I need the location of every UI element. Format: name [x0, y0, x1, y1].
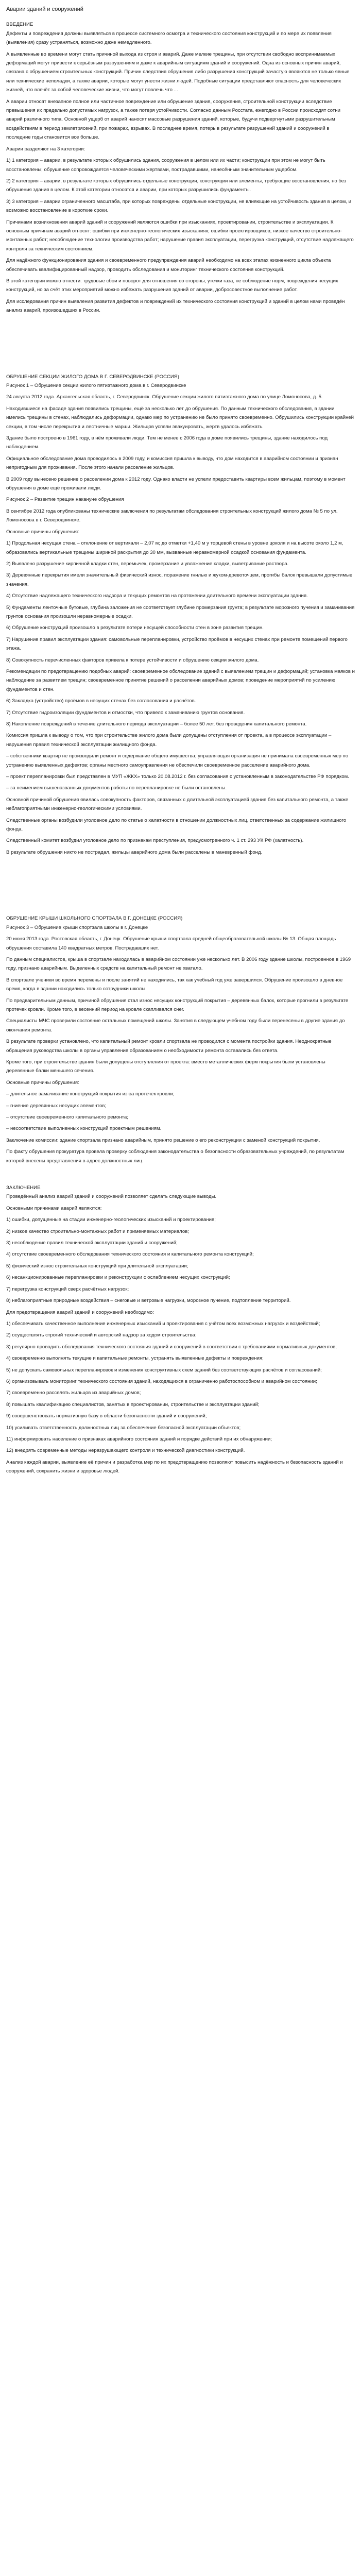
paragraph: Причинами возникновения аварий зданий и сооружений являются ошибки при изысканиях, проектировании, строительстве и эксплуатации. К основным причинам аварий относят: ошибки при инженерно-геологических изысканиях; ошибки проектировщиков; низкое качество строительно-монтажных работ; несоблюдение технологии производства работ; нарушение правил эксплуатации, перегрузка конструкций, отсутствие надлежащего контроля за техническим состоянием.: [6, 219, 354, 252]
paragraph: Основные причины обрушения:: [6, 1079, 79, 1086]
paragraph: 7) Нарушение правил эксплуатации здания: самовольные перепланировки, устройство проёмов в несущих стенах при ремонте помещений первого этажа.: [6, 636, 348, 652]
paragraph: 8) Совокупность перечисленных факторов привела к потере устойчивости и обрушению секции жилого дома.: [6, 657, 259, 663]
paragraph: Находившиеся на фасаде здания появились трещины, ещё за несколько лет до обрушения. По данным технического обследования, в здании имелись трещины в стенах, наблюдались деформации, однако мер по устранению не было принято своевременно. Обрушились конструкции крайней секции, в том числе перекрытия и лестничные марши. Жильцов успели эвакуировать, жертв удалось избежать.: [6, 405, 354, 430]
paragraph: 5) физический износ строительных конструкций при длительной эксплуатации;: [6, 1263, 188, 1269]
paragraph: А выявленные во времени могут стать причиной выхода из строя и аварий. Даже мелкие трещины, при отсутствии свободно воспринимаемых деформаций могут привести к серьёзным разрушениям и даже к аварийным ситуациям зданий и сооружений. Одна из основных причин аварий, связана с обрушением строительных конструкций. Причин следствия обрушения либо разрушения конструкций зачастую являются не только явные или технические неполадки, а также аварии, которые могут унести жизни людей. Подобные ситуации представляют опасность для человеческих жизней, что влечёт за собой человеческие жизни, что могут повлечь что ...: [6, 51, 350, 93]
paragraph: 6) Закладка (устройство) проёмов в несущих стенах без согласования и расчётов.: [6, 698, 196, 704]
document-body: [6, 20, 355, 1476]
paragraph: В сентябре 2012 года опубликованы технические заключения по результатам обследования строительных конструкций жилого дома № 5 по ул. Ломоносова в г. Северодвинске.: [6, 508, 338, 523]
paragraph: Комиссия пришла к выводу о том, что при строительстве жилого дома были допущены отступления от проекта, а в процессе эксплуатации ‒ нарушения правил технической эксплуатации жилищного фонда.: [6, 733, 332, 748]
paragraph: 1) обеспечивать качественное выполнение инженерных изысканий и проектирования с учётом всех возможных нагрузок и воздействий;: [6, 1320, 320, 1327]
paragraph: Заключение комиссии: здание спортзала признано аварийным, принято решение о его реконструкции с заменой конструкций покрытия.: [6, 1137, 320, 1143]
section-heading: ВВЕДЕНИЕ: [6, 22, 33, 28]
section-heading: ЗАКЛЮЧЕНИЕ: [6, 1185, 41, 1191]
paragraph: 8) неблагоприятные природные воздействия ‒ снеговые и ветровые нагрузки, морозное пучение, подтопление территорий.: [6, 1298, 291, 1304]
paragraph: 3) регулярно проводить обследования технического состояния зданий и сооружений в соответствии с требованиями нормативных документов;: [6, 1344, 337, 1350]
section: [6, 20, 355, 315]
paragraph: В спортзале ученики во время перемены и после занятий не находились, так как учебный год уже завершился. Обрушение произошло в дневное время, когда в здании находились только сотрудники школы.: [6, 977, 343, 992]
paragraph: Официальное обследование дома проводилось в 2009 году, и комиссия пришла к выводу, что дом находится в аварийном состоянии и признан непригодным для проживания. После этого начали расселение жильцов.: [6, 455, 338, 471]
paragraph: 2) Выявлено разрушение кирпичной кладки стен, перемычек, промерзание и увлажнение кладки, выветривание раствора.: [6, 561, 289, 567]
paragraph: По факту обрушения прокуратура провела проверку соблюдения законодательства о безопасности образовательных учреждений, по результатам которой внесены представления в адрес должностных лиц.: [6, 1149, 345, 1164]
section: [6, 859, 355, 1165]
paragraph: 6) Обрушение конструкций произошло в результате потери несущей способности стен в зоне развития трещин.: [6, 625, 264, 631]
section: [6, 1168, 355, 1476]
paragraph: ‒ проект перепланировки был представлен в МУП «ЖКХ» только 20.08.2012 г. без согласования с установленным в законодательстве РФ порядком.: [6, 774, 349, 780]
paragraph: 7) перегрузка конструкций сверх расчётных нагрузок;: [6, 1286, 129, 1292]
paragraph: 5) не допускать самовольных перепланировок и изменения конструктивных схем зданий без соответствующих расчётов и согласований;: [6, 1367, 322, 1373]
paragraph: По данным специалистов, крыша в спортзале находилась в аварийном состоянии уже несколько лет. В 2006 году здание школы, построенное в 1969 году, признано аварийным. Выделенных средств на капитальный ремонт не хватало.: [6, 956, 351, 972]
paragraph: Дефекты и повреждения должны выявляться в процессе системного осмотра и технического состояния конструкций и по мере их появления (выявления) сразу устраняться, возможно даже немедленного.: [6, 30, 332, 46]
paragraph: По предварительным данным, причиной обрушения стал износ несущих конструкций покрытия ‒ деревянных балок, которые прогнили в результате протечек кровли. Кроме того, в весенний период на кровле скапливался снег.: [6, 997, 349, 1012]
paragraph: 3) 3 категория ‒ аварии ограниченного масштаба, при которых повреждены отдельные конструкции, не влияющие на устойчивость здания в целом, и возможно восстановление в короткие сроки.: [6, 198, 352, 214]
paragraph: 10) усиливать ответственность должностных лиц за обеспечение безопасной эксплуатации объектов;: [6, 1425, 241, 1431]
paragraph: ‒ несоответствие выполненных конструкций проектным решениям.: [6, 1126, 162, 1132]
paragraph: 1) Продольная несущая стена ‒ отклонение от вертикали ‒ 2,07 м; до отметки +1,40 м у торцевой стены в уровне цоколя и на высоте около 1,2 м, образовались вертикальные трещины шириной раскрытия до 30 мм, вызванные неравномерной осадкой основания фундамента.: [6, 540, 343, 555]
paragraph: В результате обрушения никто не пострадал, жильцы аварийного дома были расселены в маневренный фонд.: [6, 849, 263, 855]
paragraph: 20 июня 2013 года. Ростовская область, г. Донецк. Обрушение крыши спортзала средней общеобразовательной школы № 13. Общая площадь обрушения составила 140 квадратных метров. Пострадавших нет.: [6, 936, 336, 951]
paragraph: 6) несанкционированные перепланировки и реконструкции с ослаблением несущих конструкций;: [6, 1275, 230, 1281]
paragraph: Основные причины обрушения:: [6, 529, 79, 535]
section-heading: ОБРУШЕНИЕ КРЫШИ ШКОЛЬНОГО СПОРТЗАЛА В Г. ДОНЕЦКЕ (РОССИЯ): [6, 916, 183, 922]
paragraph: 9) совершенствовать нормативную базу в области безопасности зданий и сооружений;: [6, 1413, 207, 1419]
paragraph: Анализ каждой аварии, выявление её причин и разработка мер по их предотвращению позволяют повысить надёжность и безопасность зданий и сооружений, сохранить жизни и здоровье людей.: [6, 1459, 343, 1475]
paragraph: ‒ за неимением вышеназванных документов работы по перепланировке не были остановлены.: [6, 785, 227, 791]
paragraph: 5) Фундаменты ленточные бутовые, глубина заложения не соответствует глубине промерзания грунта; в результате морозного пучения и замачивания грунтов основания произошли неравномерные осадки.: [6, 604, 355, 619]
paragraph: А аварии относят внезапное полное или частичное повреждение или обрушение здания, сооружения, строительной конструкции вследствие превышения их предельно допустимых нагрузок, а также потеря устойчивости. Согласно данным Росстата, ежегодно в России происходят сотни аварий различного типа. Основной ущерб от аварий наносят массовые разрушения зданий, которые, будучи подвергнутыми разрушительным воздействиям в период землетрясений, при пожарах, взрывах. В последнее время, потерь в результате разрушений зданий и сооружений в последние годы становится все больше.: [6, 98, 340, 141]
paragraph: Для исследования причин выявления развития дефектов и повреждений их технического состояния конструкций и зданий в целом нами проведён анализ аварий, произошедших в России.: [6, 298, 345, 314]
paragraph: 12) внедрять современные методы неразрушающего контроля и технической диагностики конструкций.: [6, 1448, 245, 1454]
paragraph: Аварии разделяют на 3 категории:: [6, 146, 85, 152]
paragraph: 4) Отсутствие надлежащего технического надзора и текущих ремонтов на протяжении длительного времени эксплуатации здания.: [6, 593, 308, 599]
paragraph: Специалисты МЧС проверили состояние остальных помещений школы. Занятия в следующем учебном году были перенесены в другие здания до окончания ремонта.: [6, 1018, 345, 1033]
paragraph: 4) отсутствие своевременного обследования технического состояния и капитального ремонта конструкций;: [6, 1251, 254, 1258]
paragraph: ‒ собственники квартир не производили ремонт и содержание общего имущества; управляющая организация не принимала своевременных мер по устранению выявленных дефектов; органы местного самоуправления не обеспечили своевременное расселение аварийного дома.: [6, 753, 349, 768]
paragraph: 1) 1 категория ‒ аварии, в результате которых обрушились здания, сооружения в целом или их части; конструкции при этом не могут быть восстановлены; обрушение сопровождается человеческими жертвами, пострадавшими, нанесённым значительным ущербом.: [6, 158, 325, 173]
paragraph: Основной причиной обрушения явилась совокупность факторов, связанных с длительной эксплуатацией здания без капитального ремонта, а также неблагоприятными инженерно-геологическими условиями.: [6, 796, 349, 812]
paragraph: Рисунок 3 ‒ Обрушение крыши спортзала школы в г. Донецке: [6, 924, 148, 930]
paragraph: ‒ гниение деревянных несущих элементов;: [6, 1103, 107, 1109]
paragraph: Для надёжного функционирования здания и своевременного предупреждения аварий необходимо на всех этапах жизненного цикла объекта обеспечивать квалифицированный надзор, проводить обследования и мониторинг технического состояния конструкций.: [6, 258, 331, 273]
paragraph: 3) Деревянные перекрытия имели значительный физический износ, поражение гнилью и жуком-древоточцем, прогибы балок превышали допустимые значения.: [6, 572, 353, 587]
paragraph: Рекомендации по предотвращению подобных аварий: своевременное обследование зданий с выявлением трещин и деформаций; установка маяков и наблюдение за развитием трещин; своевременное принятие решений о расселении аварийных домов; проведение мероприятий по усилению фундаментов и стен.: [6, 668, 355, 692]
paragraph: Следственный комитет возбудил уголовное дело по признакам преступления, предусмотренного ч. 1 ст. 293 УК РФ (халатность).: [6, 838, 304, 844]
section-spacer: [6, 1168, 355, 1179]
paragraph: ‒ длительное замачивание конструкций покрытия из-за протечек кровли;: [6, 1091, 175, 1097]
paragraph: В этой категории можно отнести: трудовые сбои и поворот для отношения со стороны, утечки газа, не соблюдение норм, повреждения несущих конструкций, но за счёт этих мероприятий можно избежать разрушения зданий от аварии, добросовестное выполнение работ.: [6, 278, 338, 293]
paragraph: 8) Накопление повреждений в течение длительного периода эксплуатации ‒ более 50 лет, без проведения капитального ремонта.: [6, 721, 307, 727]
paragraph: 8) повышать квалификацию специалистов, занятых в проектировании, строительстве и эксплуатации зданий;: [6, 1401, 260, 1408]
paragraph: Здание было построено в 1961 году, в нём проживали люди. Тем не менее с 2006 года в доме появились трещины, здание находилось под наблюдением.: [6, 435, 328, 450]
paragraph: 7) Отсутствие гидроизоляции фундаментов и отмостки, что привело к замачиванию грунтов основания.: [6, 709, 245, 716]
section-spacer: [6, 318, 355, 368]
paragraph: Проведённый анализ аварий зданий и сооружений позволяет сделать следующие выводы.: [6, 1194, 217, 1200]
paragraph: 4) своевременно выполнять текущие и капитальные ремонты, устранять выявленные дефекты и повреждения;: [6, 1355, 264, 1362]
paragraph: Основными причинами аварий являются:: [6, 1205, 102, 1211]
paragraph: Кроме того, при строительстве здания были допущены отступления от проекта: вместо металлических ферм покрытия были установлены деревянные балки меньшего сечения.: [6, 1059, 325, 1074]
paragraph: Следственные органы возбудили уголовное дело по статье о халатности в отношении должностных лиц, ответственных за содержание жилищного фонда.: [6, 817, 347, 833]
paragraph: 3) несоблюдение правил технической эксплуатации зданий и сооружений;: [6, 1240, 178, 1246]
section-heading: ОБРУШЕНИЕ СЕКЦИИ ЖИЛОГО ДОМА В Г. СЕВЕРОДВИНСКЕ (РОССИЯ): [6, 374, 179, 380]
paragraph: Для предотвращения аварий зданий и сооружений необходимо:: [6, 1309, 154, 1315]
section: [6, 318, 355, 857]
paragraph: Рисунок 2 ‒ Развитие трещин накануне обрушения: [6, 497, 124, 503]
section-spacer: [6, 859, 355, 910]
paragraph: ‒ отсутствие своевременного капитального ремонта;: [6, 1114, 128, 1120]
document-title: Аварии зданий и сооружений: [6, 6, 83, 12]
paragraph: В результате проверки установлено, что капитальный ремонт кровли спортзала не проводился с момента постройки здания. Неоднократные обращения руководства школы в органы управления образованием о необходимости ремонта оставались без ответа.: [6, 1039, 332, 1054]
paragraph: 11) информировать население о признаках аварийного состояния зданий и порядке действий при их обнаружении;: [6, 1436, 272, 1442]
paragraph: Рисунок 1 ‒ Обрушение секции жилого пятиэтажного дома в г. Северодвинске: [6, 383, 186, 388]
paragraph: 2) низкое качество строительно-монтажных работ и применяемых материалов;: [6, 1228, 189, 1234]
paragraph: 2) осуществлять строгий технический и авторский надзор за ходом строительства;: [6, 1332, 197, 1338]
paragraph: 7) своевременно расселять жильцов из аварийных домов;: [6, 1390, 141, 1396]
paragraph: В 2009 году вынесено решение о расселении дома к 2012 году. Однако власти не успели предоставить квартиры всем жильцам, поэтому в момент обрушения в доме ещё проживали люди.: [6, 476, 346, 492]
paragraph: 6) организовывать мониторинг технического состояния зданий, находящихся в ограниченно работоспособном и аварийном состоянии;: [6, 1378, 317, 1384]
paragraph: 2) 2 категория ‒ аварии, в результате которых обрушились отдельные конструкции, конструкции или элементы, требующие восстановления, но без обрушения здания в целом. К этой категории относятся и аварии, при которых разрушились фундаменты.: [6, 178, 347, 193]
paragraph: 1) ошибки, допущенные на стадии инженерно-геологических изысканий и проектирования;: [6, 1217, 216, 1223]
paragraph: 24 августа 2012 года. Архангельская область, г. Северодвинск. Обрушение секции жилого пятиэтажного дома по улице Ломоносова, д. 5.: [6, 394, 323, 400]
